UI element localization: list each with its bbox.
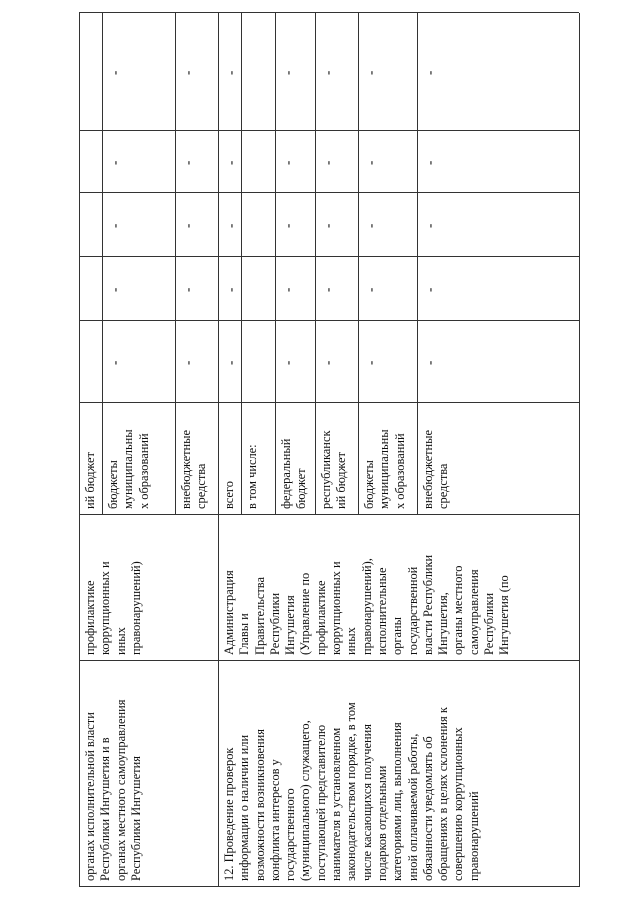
measure-cell: 12. Проведение проверок информации о наличии или возможности возникновения конфликта интересов у государственного (муниципального) служащего, поступающей представителю нанимателя в установленном законодательством порядке, в том числе касающихся получения подарков отдельными категориями лиц, выполнения иной оплачиваемой работы, обязанности уведомлять об обращениях в целях склонения к совершению коррупционных правонарушений: [222, 702, 481, 881]
amount-value: -: [363, 160, 378, 165]
column-divider: [79, 886, 579, 887]
column-divider: [79, 402, 579, 403]
amount-value: -: [363, 223, 378, 228]
funding-source-cell: внебюджетные средства: [179, 430, 209, 509]
amount-value: -: [280, 70, 295, 75]
amount-value: -: [107, 70, 122, 75]
funding-source-cell: республиканск ий бюджет: [319, 430, 349, 509]
column-divider: [79, 130, 579, 131]
funding-source-cell: ий бюджет: [83, 452, 97, 509]
amount-value: -: [180, 70, 195, 75]
amount-value: -: [320, 360, 335, 365]
row-divider: [218, 13, 219, 887]
row-divider: [275, 13, 276, 515]
row-divider: [241, 13, 242, 515]
funding-source-cell: всего: [222, 481, 236, 509]
row-divider: [175, 13, 176, 515]
amount-value: -: [320, 223, 335, 228]
amount-value: -: [107, 160, 122, 165]
amount-value: -: [320, 160, 335, 165]
amount-value: -: [320, 70, 335, 75]
funding-table: [79, 13, 579, 887]
amount-value: -: [107, 287, 122, 292]
amount-value: -: [320, 287, 335, 292]
amount-value: -: [422, 70, 437, 75]
funding-source-cell: в том числе:: [245, 444, 259, 509]
amount-value: -: [280, 360, 295, 365]
amount-value: -: [223, 223, 238, 228]
amount-value: -: [223, 360, 238, 365]
amount-value: -: [422, 287, 437, 292]
amount-value: -: [422, 160, 437, 165]
measure-cell: органах исполнительной власти Республики Ингушетия и в органах местного самоуправления Республики Ингушетия: [83, 699, 143, 881]
column-divider: [79, 256, 579, 257]
row-divider: [417, 13, 418, 515]
funding-source-cell: бюджеты муниципальны х образований: [106, 429, 151, 509]
column-divider: [79, 514, 579, 515]
amount-value: -: [180, 360, 195, 365]
funding-source-cell: федеральный бюджет: [279, 438, 309, 509]
row-divider: [315, 13, 316, 515]
amount-value: -: [280, 160, 295, 165]
column-divider: [79, 320, 579, 321]
amount-value: -: [280, 223, 295, 228]
amount-value: -: [363, 360, 378, 365]
column-divider: [79, 660, 579, 661]
amount-value: -: [223, 287, 238, 292]
amount-value: -: [180, 287, 195, 292]
row-divider: [579, 13, 580, 887]
funding-source-cell: внебюджетные средства: [421, 430, 451, 509]
column-divider: [79, 12, 579, 13]
amount-value: -: [180, 160, 195, 165]
executor-cell: Администрация Главы и Правительства Республики Ингушетия (Управление по профилактике коррупционных и иных правонарушений), исполнительные органы государственной власти Республики Ингушетия, органы местного самоуправления Республики Ингушетия (по: [222, 554, 512, 655]
amount-value: -: [107, 360, 122, 365]
amount-value: -: [422, 360, 437, 365]
row-divider: [79, 13, 80, 887]
row-divider: [358, 13, 359, 515]
column-divider: [79, 192, 579, 193]
funding-source-cell: бюджеты муниципальны х образований: [362, 429, 407, 509]
amount-value: -: [280, 287, 295, 292]
row-divider: [102, 13, 103, 515]
amount-value: -: [363, 287, 378, 292]
amount-value: -: [107, 223, 122, 228]
amount-value: -: [180, 223, 195, 228]
amount-value: -: [363, 70, 378, 75]
executor-cell: профилактике коррупционных и иных правонарушений): [83, 561, 143, 655]
amount-value: -: [223, 70, 238, 75]
amount-value: -: [223, 160, 238, 165]
amount-value: -: [422, 223, 437, 228]
